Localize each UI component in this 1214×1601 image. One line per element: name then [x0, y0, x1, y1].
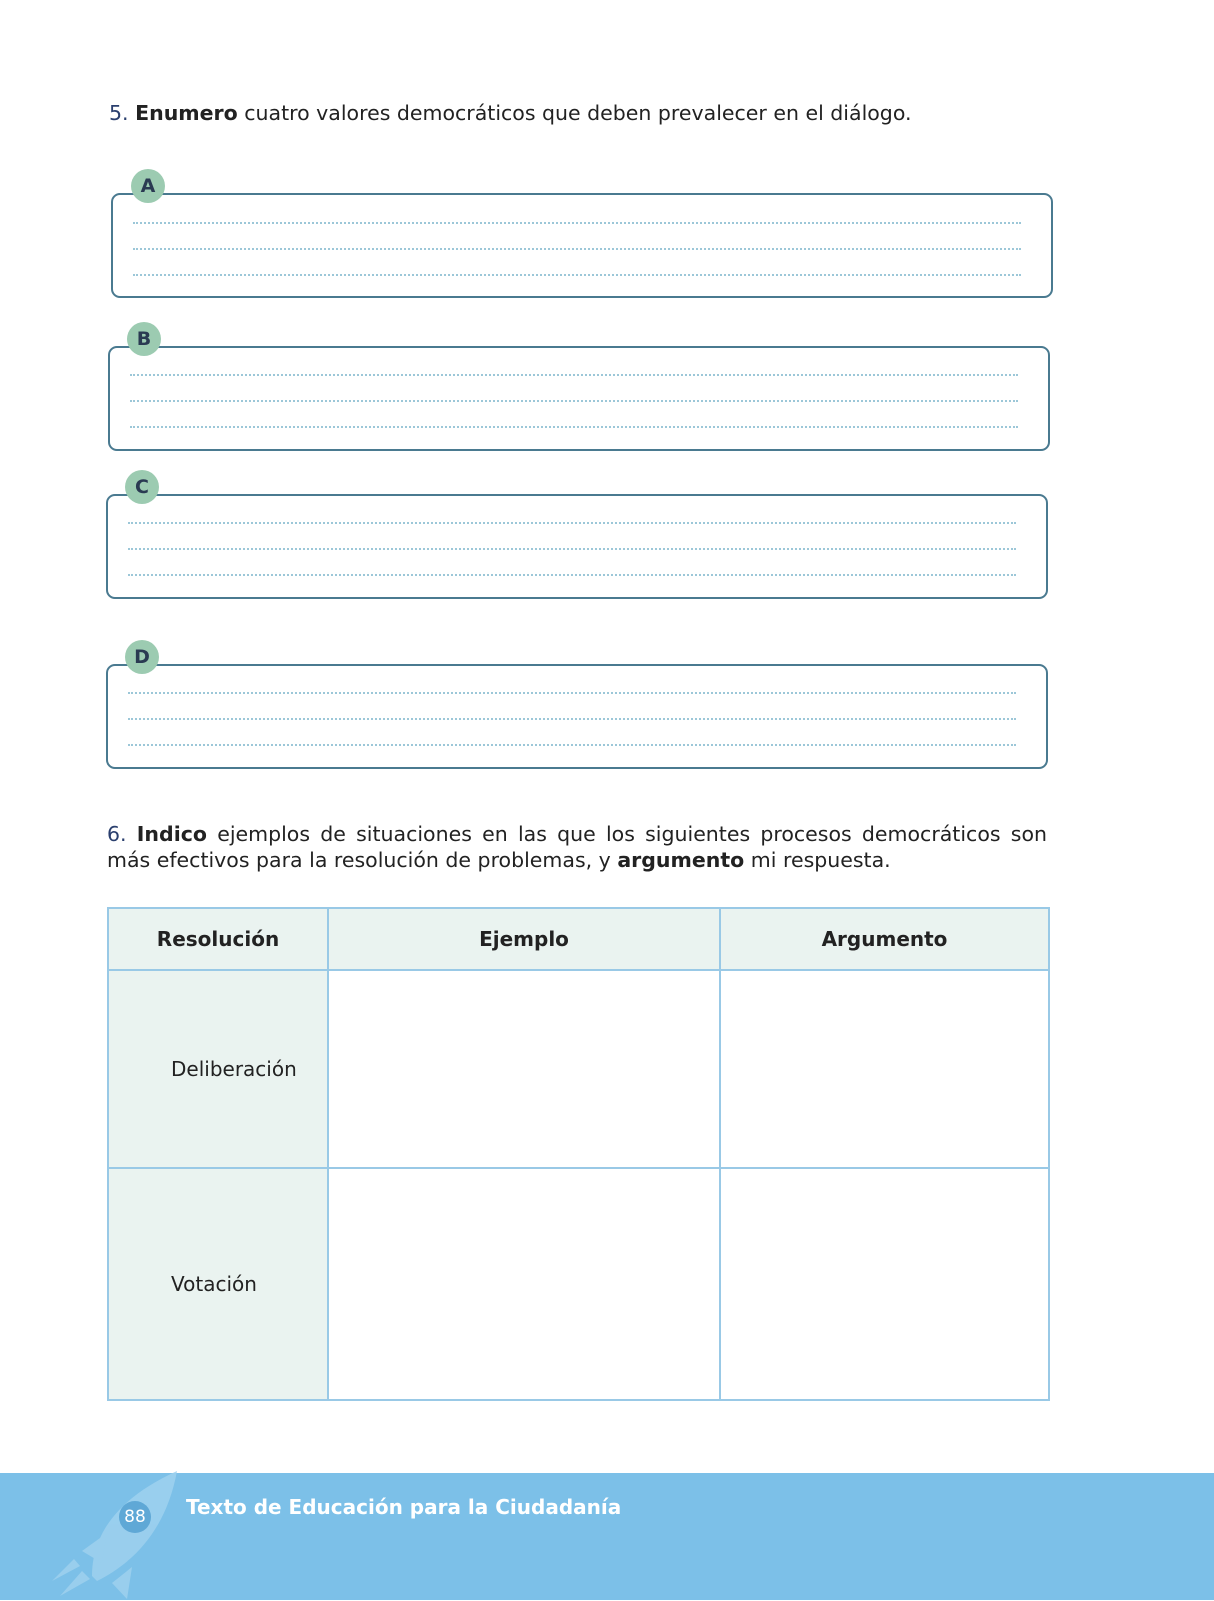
answer-badge-d: D [125, 640, 159, 674]
header-ejemplo: Ejemplo [328, 908, 720, 970]
answer-box-a[interactable] [111, 193, 1053, 298]
answer-badge-a: A [131, 169, 165, 203]
answer-box-b[interactable] [108, 346, 1050, 451]
cell-argumento-deliberacion[interactable] [720, 970, 1049, 1168]
writing-line [128, 548, 1016, 550]
rocket-icon [52, 1471, 192, 1601]
page-footer [0, 1473, 1214, 1600]
header-resolucion: Resolución [108, 908, 328, 970]
page-number: 88 [119, 1501, 151, 1533]
row-label-deliberacion: Deliberación [108, 970, 328, 1168]
cell-argumento-votacion[interactable] [720, 1168, 1049, 1400]
writing-line [128, 522, 1016, 524]
answer-badge-b: B [127, 322, 161, 356]
answer-box-c[interactable] [106, 494, 1048, 599]
cell-ejemplo-deliberacion[interactable] [328, 970, 720, 1168]
writing-line [128, 692, 1016, 694]
footer-title: Texto de Educación para la Ciudadanía [186, 1495, 622, 1519]
question-verb: Indico [136, 822, 207, 846]
answer-box-d[interactable] [106, 664, 1048, 769]
question-number: 6. [107, 822, 127, 846]
row-label-votacion: Votación [108, 1168, 328, 1400]
question-5 [109, 100, 1109, 126]
writing-line [130, 374, 1018, 376]
writing-line [130, 426, 1018, 428]
question-text: cuatro valores democráticos que deben prevalecer en el diálogo. [237, 101, 912, 125]
writing-line [133, 248, 1021, 250]
table-row [108, 1168, 1049, 1400]
writing-line [128, 574, 1016, 576]
question-6 [107, 821, 1047, 873]
writing-line [130, 400, 1018, 402]
question-text-end: mi respuesta. [744, 848, 891, 872]
writing-line [128, 718, 1016, 720]
cell-ejemplo-votacion[interactable] [328, 1168, 720, 1400]
question-verb: Enumero [135, 101, 238, 125]
table-header-row [108, 908, 1049, 970]
answer-badge-c: C [125, 470, 159, 504]
question-bold-word: argumento [617, 848, 745, 872]
header-argumento: Argumento [720, 908, 1049, 970]
table-row [108, 970, 1049, 1168]
writing-line [128, 744, 1016, 746]
writing-line [133, 222, 1021, 224]
question-number: 5. [109, 101, 129, 125]
resolution-table [107, 907, 1050, 1401]
question-text: ejemplos de situaciones en las que los siguientes procesos democráticos son más efectivos para la resolución de problemas, y [107, 822, 1047, 872]
writing-line [133, 274, 1021, 276]
